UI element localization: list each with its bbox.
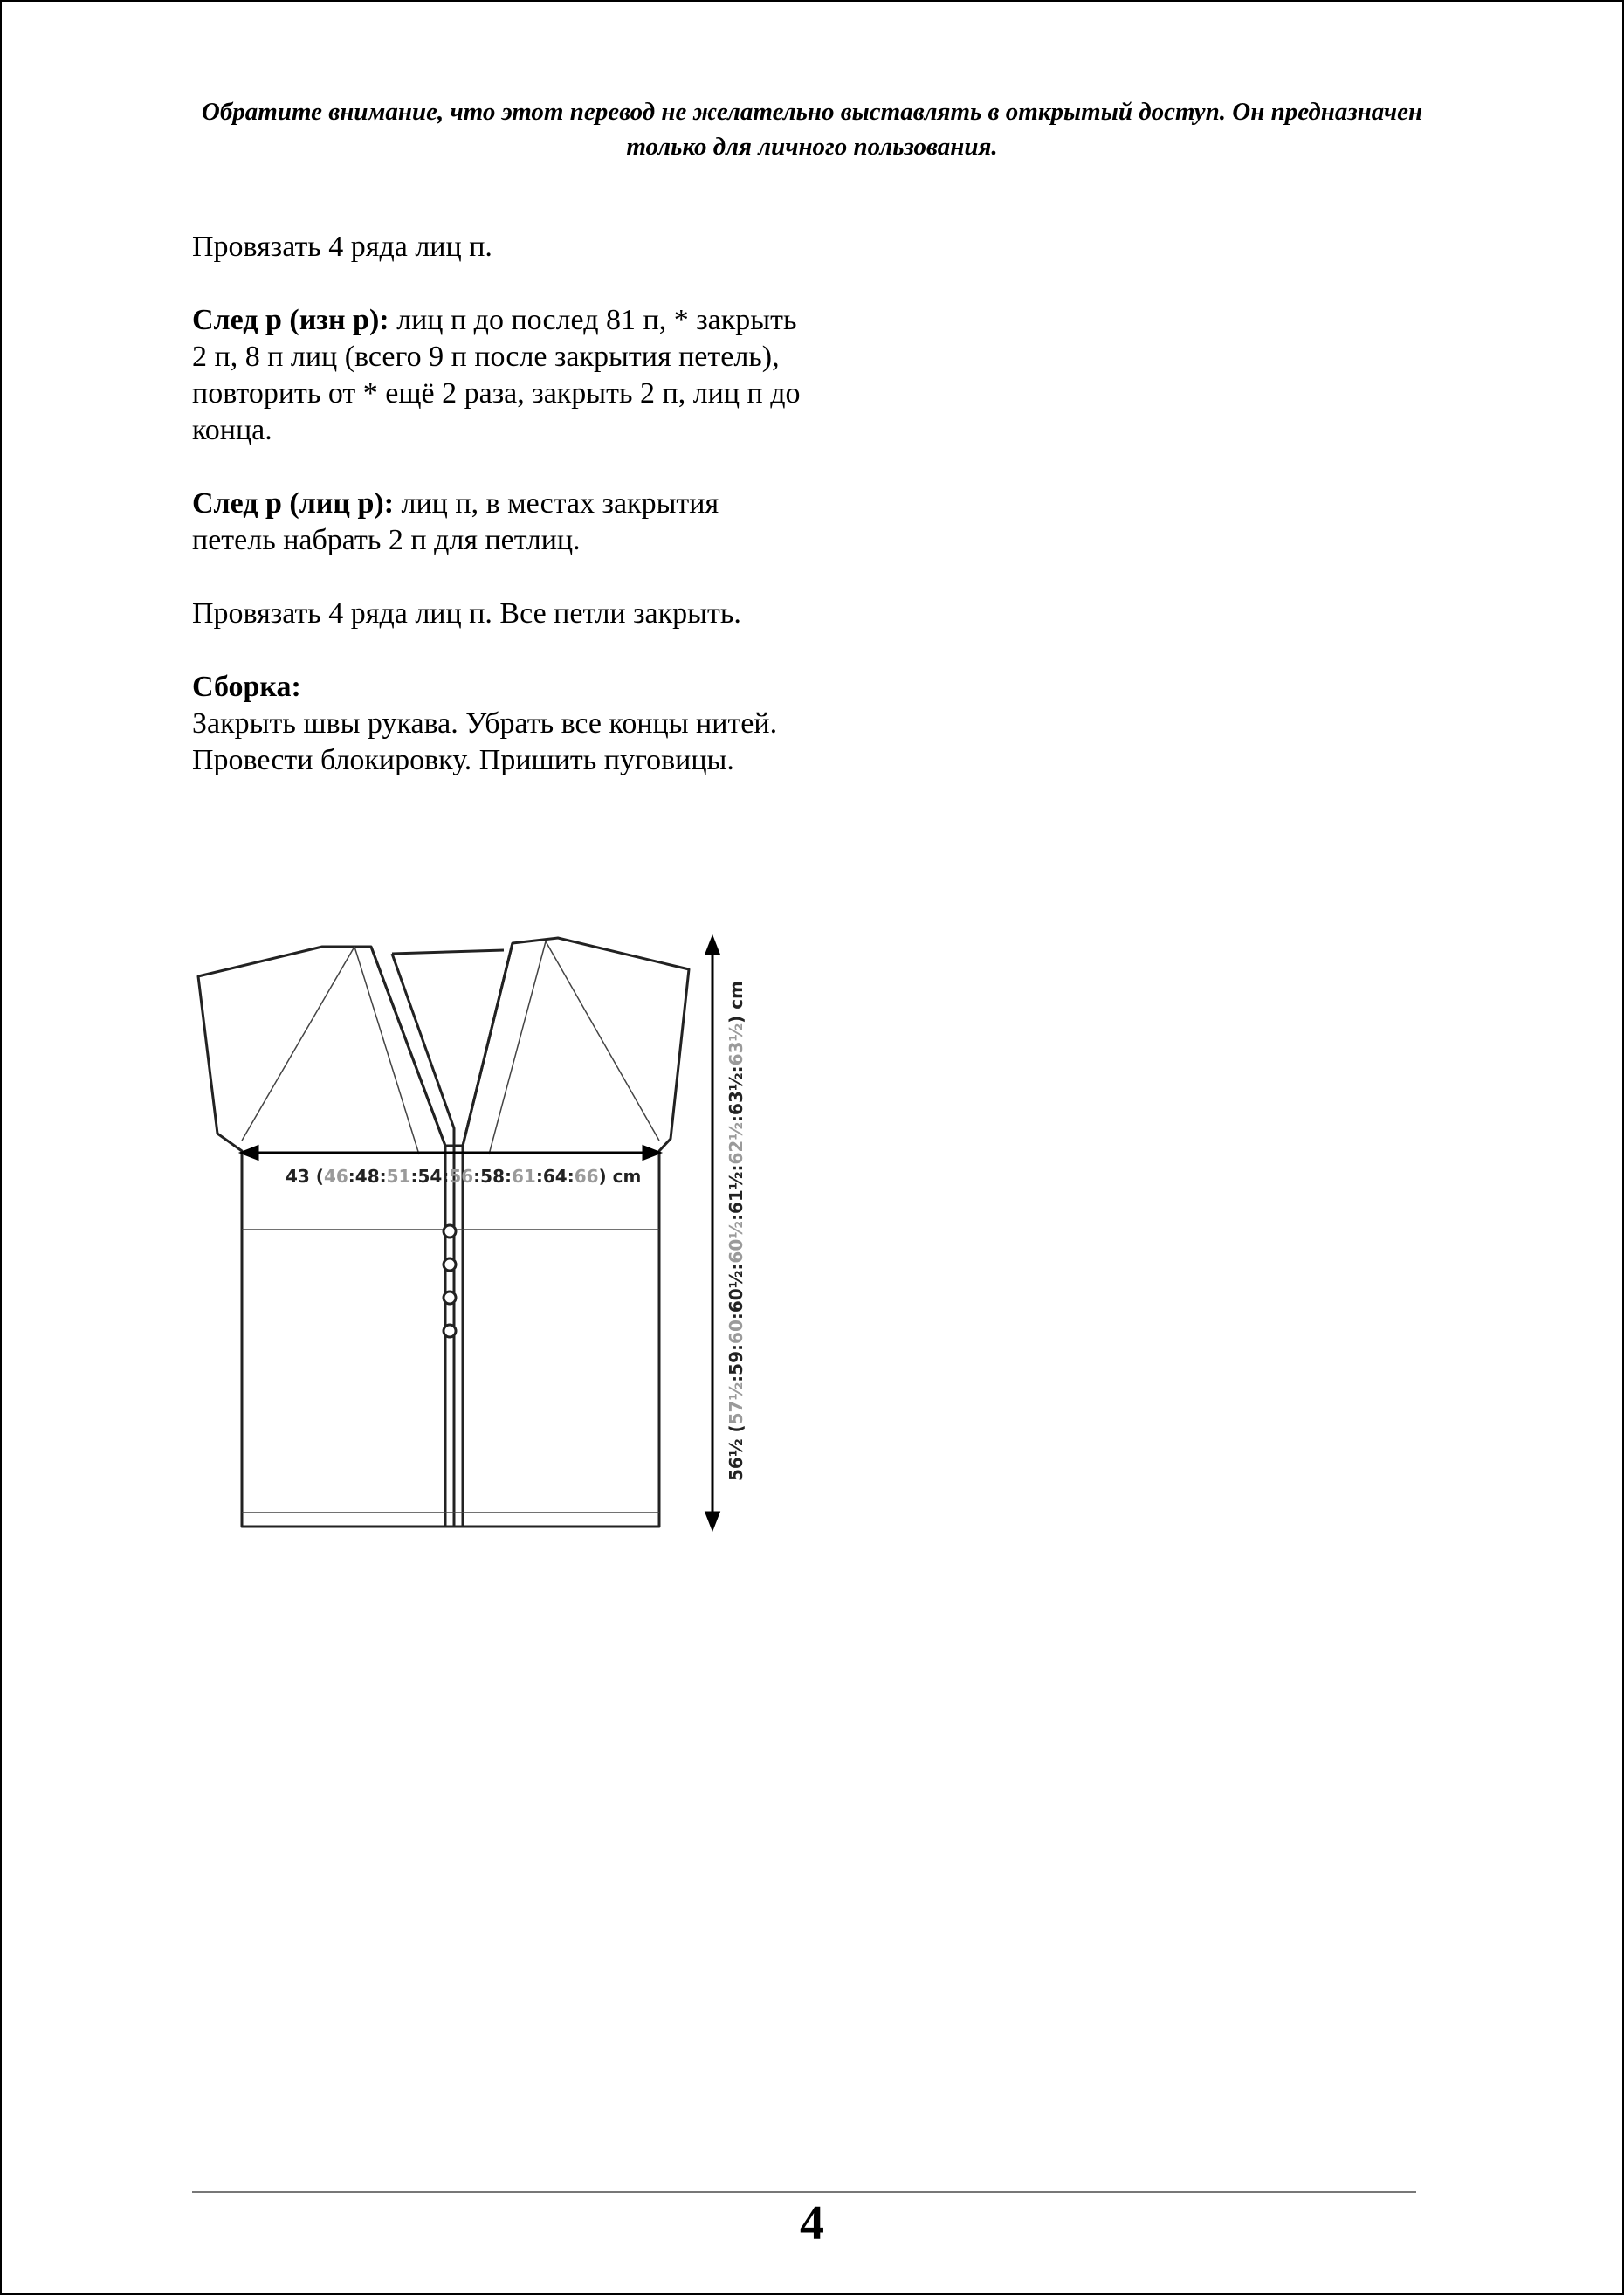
row-text-right-side: лиц п, в местах закрытия петель набрать 2 п для петлиц. <box>192 487 719 556</box>
height-arrow-bottom-head <box>706 1513 719 1528</box>
width-arrow-right-head <box>643 1147 659 1159</box>
page-number: 4 <box>800 2196 824 2250</box>
button <box>444 1225 456 1237</box>
instructions <box>192 229 803 816</box>
raglan-line-right <box>546 941 659 1141</box>
row-text-wrong-side: лиц п до послед 81 п, * закрыть 2 п, 8 п лиц (всего 9 п после закрытия петель), повторить от * ещё 2 раза, закрыть 2 п, лиц п до конца. <box>192 304 801 446</box>
paragraph-bind-off: Провязать 4 ряда лиц п. Все петли закрыть. <box>192 597 741 630</box>
button <box>444 1258 456 1271</box>
neck-back-line <box>392 950 504 954</box>
schematic-drawing <box>188 927 764 1539</box>
paragraph-right-side-row <box>192 486 803 559</box>
row-label-right-side: След р (лиц р): <box>192 487 395 520</box>
height-arrow-top-head <box>706 938 719 954</box>
garment-schematic <box>188 927 764 1539</box>
width-dimension-label: 43 (46:48:51:54:56:58:61:64:66) cm <box>286 1166 642 1187</box>
height-dimension-label: 56½ (57½:59:60:60½:60½:61½:62½:63½:63½) cm <box>726 981 747 1481</box>
front-band-right-outer <box>463 943 513 1527</box>
translation-notice: Обратите внимание, что этот перевод не желательно выставлять в открытый доступ. Он предназначен только для личного пользования. <box>201 98 1423 161</box>
assembly-text: Закрыть швы рукава. Убрать все концы нитей. Провести блокировку. Пришить пуговицы. <box>192 707 778 776</box>
raglan-line-left <box>242 947 354 1141</box>
footer-divider <box>192 2191 1416 2193</box>
button <box>444 1325 456 1337</box>
button <box>444 1292 456 1304</box>
raglan-line-right-inner <box>489 941 546 1154</box>
row-label-wrong-side: След р (изн р): <box>192 304 389 336</box>
assembly-heading: Сборка: <box>192 671 301 703</box>
paragraph-knit-rows: Провязать 4 ряда лиц п. <box>192 231 492 263</box>
width-arrow-left-head <box>242 1147 258 1159</box>
paragraph-wrong-side-row <box>192 302 803 449</box>
